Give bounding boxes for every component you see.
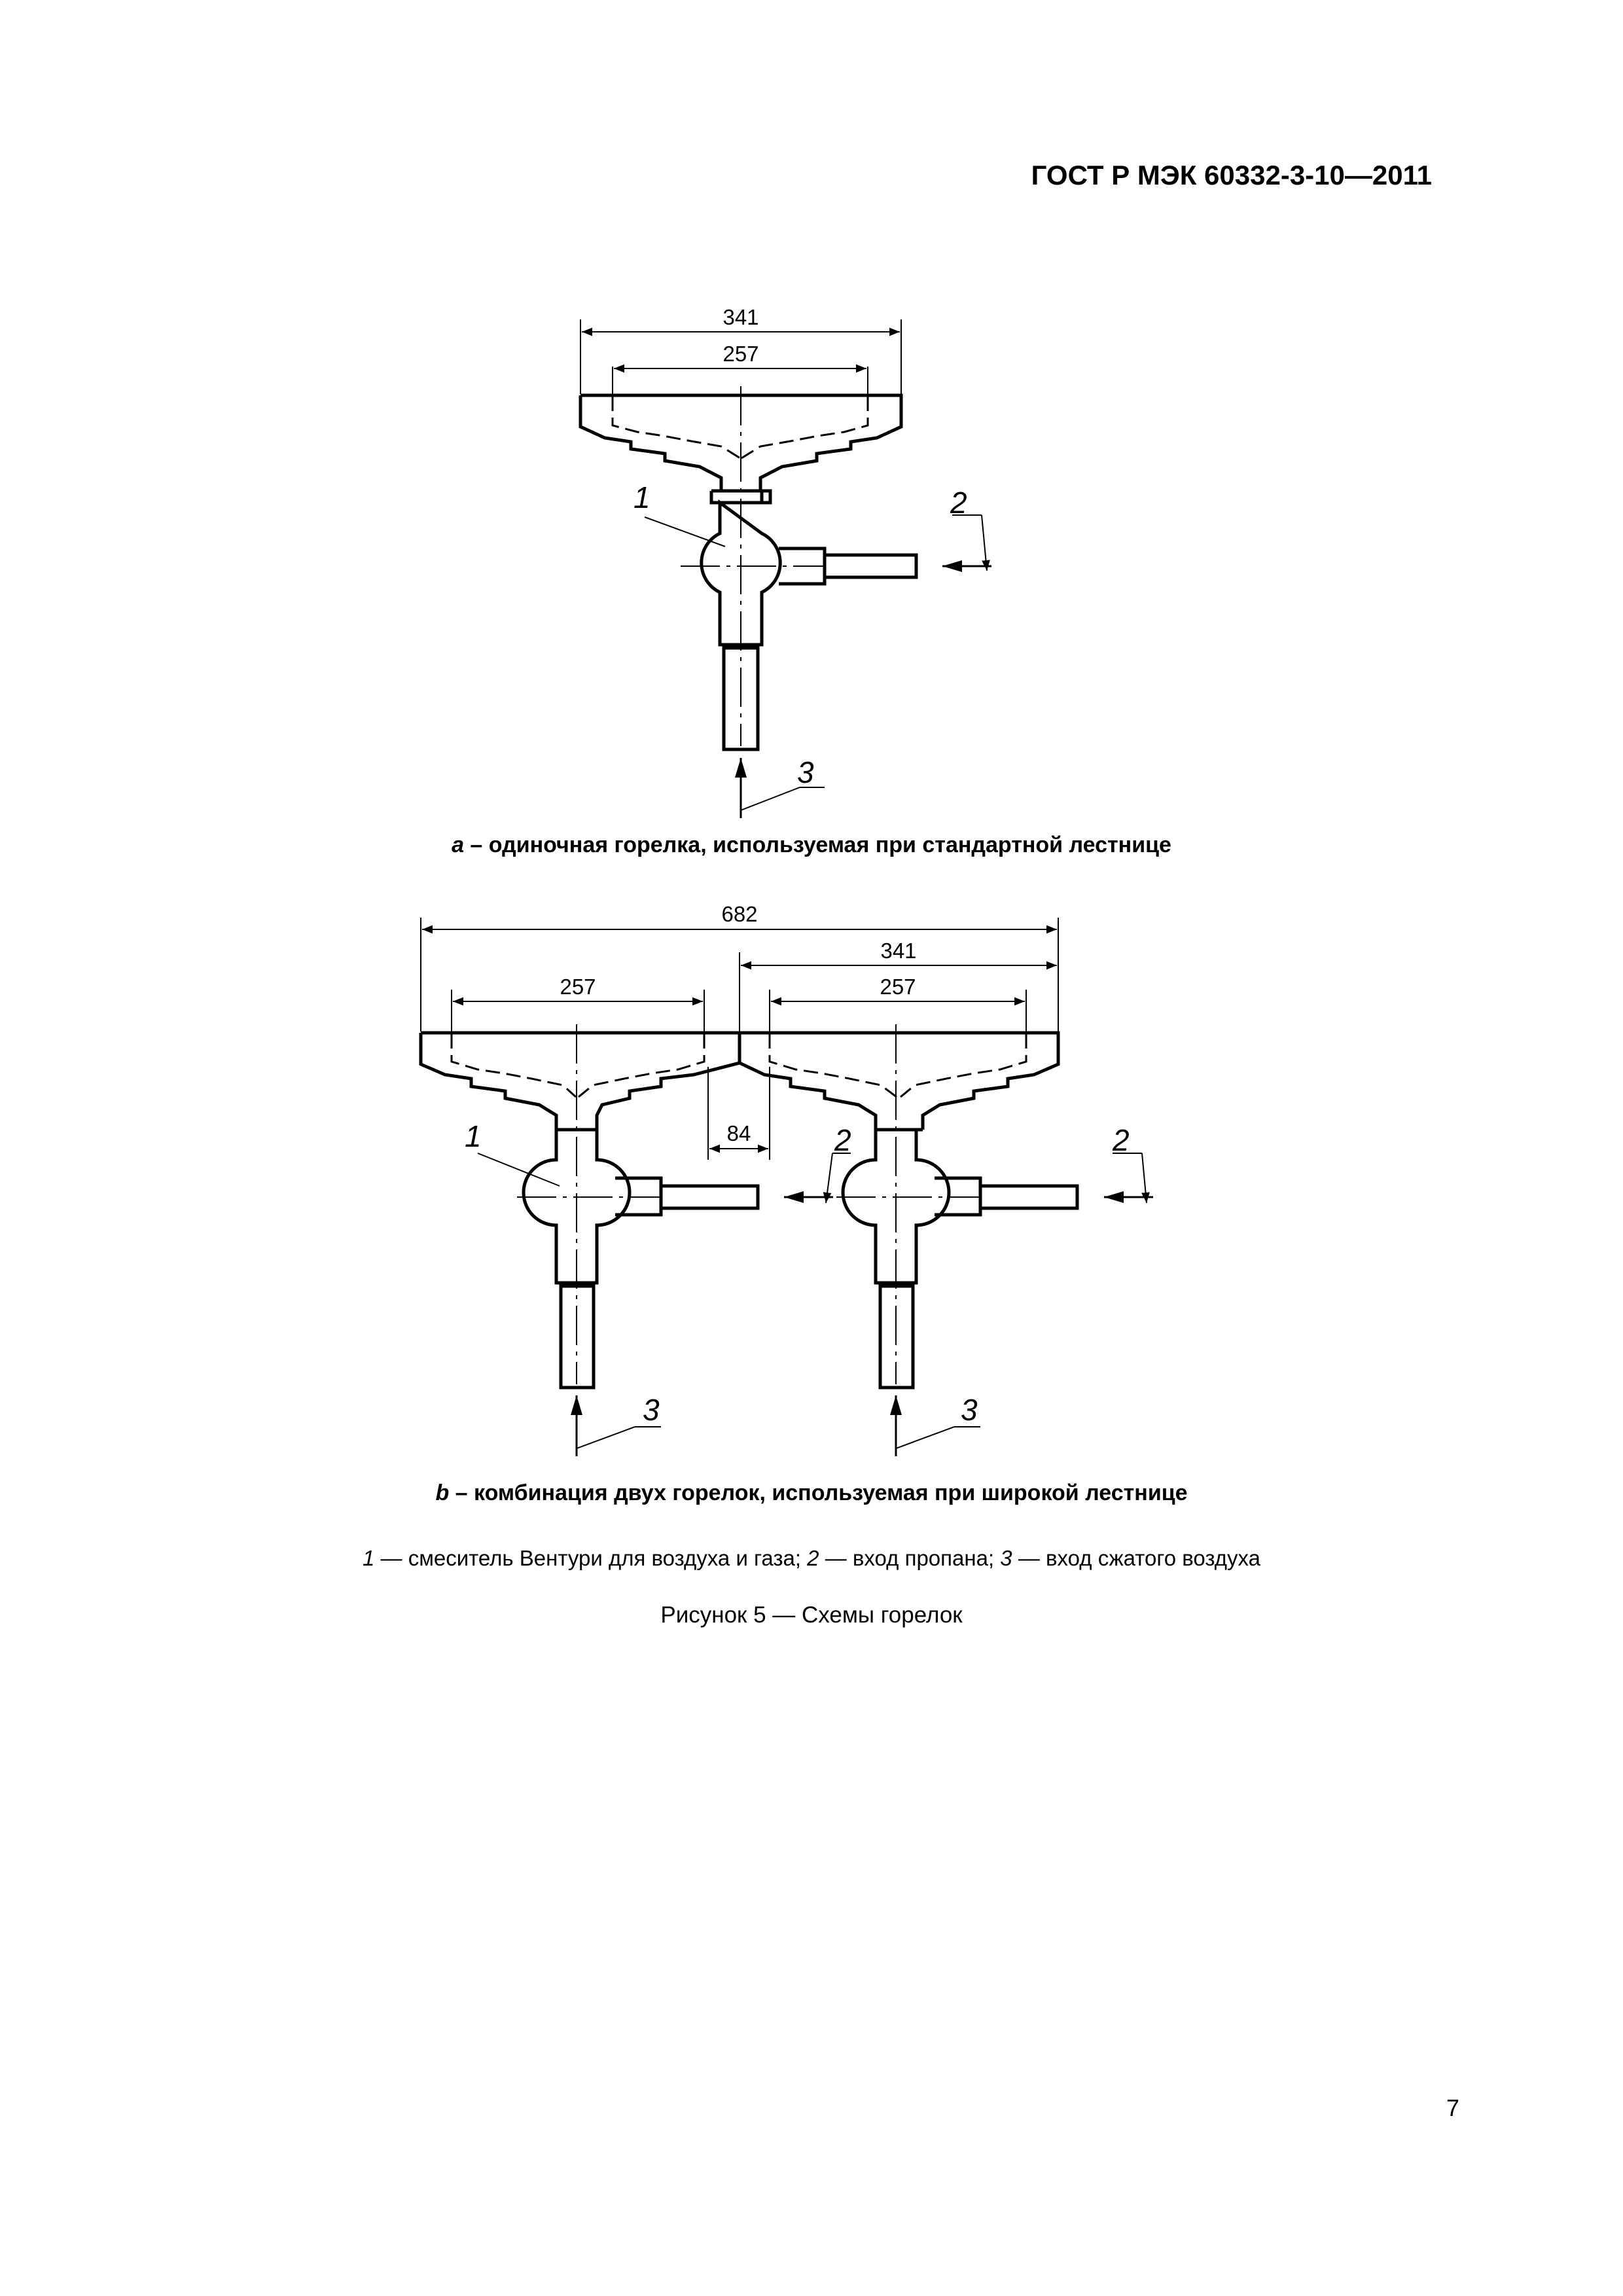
dim-half-width: 341 [880,939,917,963]
caption-a [0,833,1623,858]
dim-inner-width-left: 257 [560,975,596,999]
legend-key-3: 3 [1000,1546,1012,1570]
page-number: 7 [1446,2094,1459,2121]
document-header: ГОСТ Р МЭК 60332-3-10—2011 [1031,160,1432,190]
legend-key-1: 1 [363,1546,375,1570]
caption-b-letter: b [435,1480,450,1505]
legend-text-2: — вход пропана; [819,1546,1001,1570]
figure-legend [0,1546,1623,1571]
dim-overall-width: 341 [722,305,759,329]
dim-overall-width: 682 [721,902,758,926]
callout-air-inlet-left: 3 [643,1393,660,1427]
caption-a-text: – одиночная горелка, используемая при стандартной лестнице [463,833,1171,857]
callout-propane-inlet-right: 2 [1113,1123,1130,1157]
dim-inner-width: 257 [722,342,759,366]
callout-air-inlet: 3 [797,755,814,789]
callout-mixer: 1 [465,1119,482,1153]
legend-key-2: 2 [807,1546,819,1570]
dim-inner-width-right: 257 [880,975,916,999]
legend-text-3: — вход сжатого воздуха [1012,1546,1260,1570]
single-burner-figure [579,305,991,818]
legend-text-1: — смеситель Вентури для воздуха и газа; [374,1546,808,1570]
callout-air-inlet-right: 3 [961,1393,978,1427]
caption-a-letter: a [452,833,464,857]
callout-propane-inlet: 2 [950,486,967,520]
callout-propane-inlet-left: 2 [834,1123,851,1157]
callout-mixer: 1 [633,480,651,514]
caption-b-text: – комбинация двух горелок, используемая при широкой лестнице [449,1480,1188,1505]
caption-b [0,1480,1623,1506]
double-burner-figure [421,902,1153,1456]
dim-gap: 84 [726,1121,751,1145]
figure-title: Рисунок 5 — Схемы горелок [660,1602,963,1628]
